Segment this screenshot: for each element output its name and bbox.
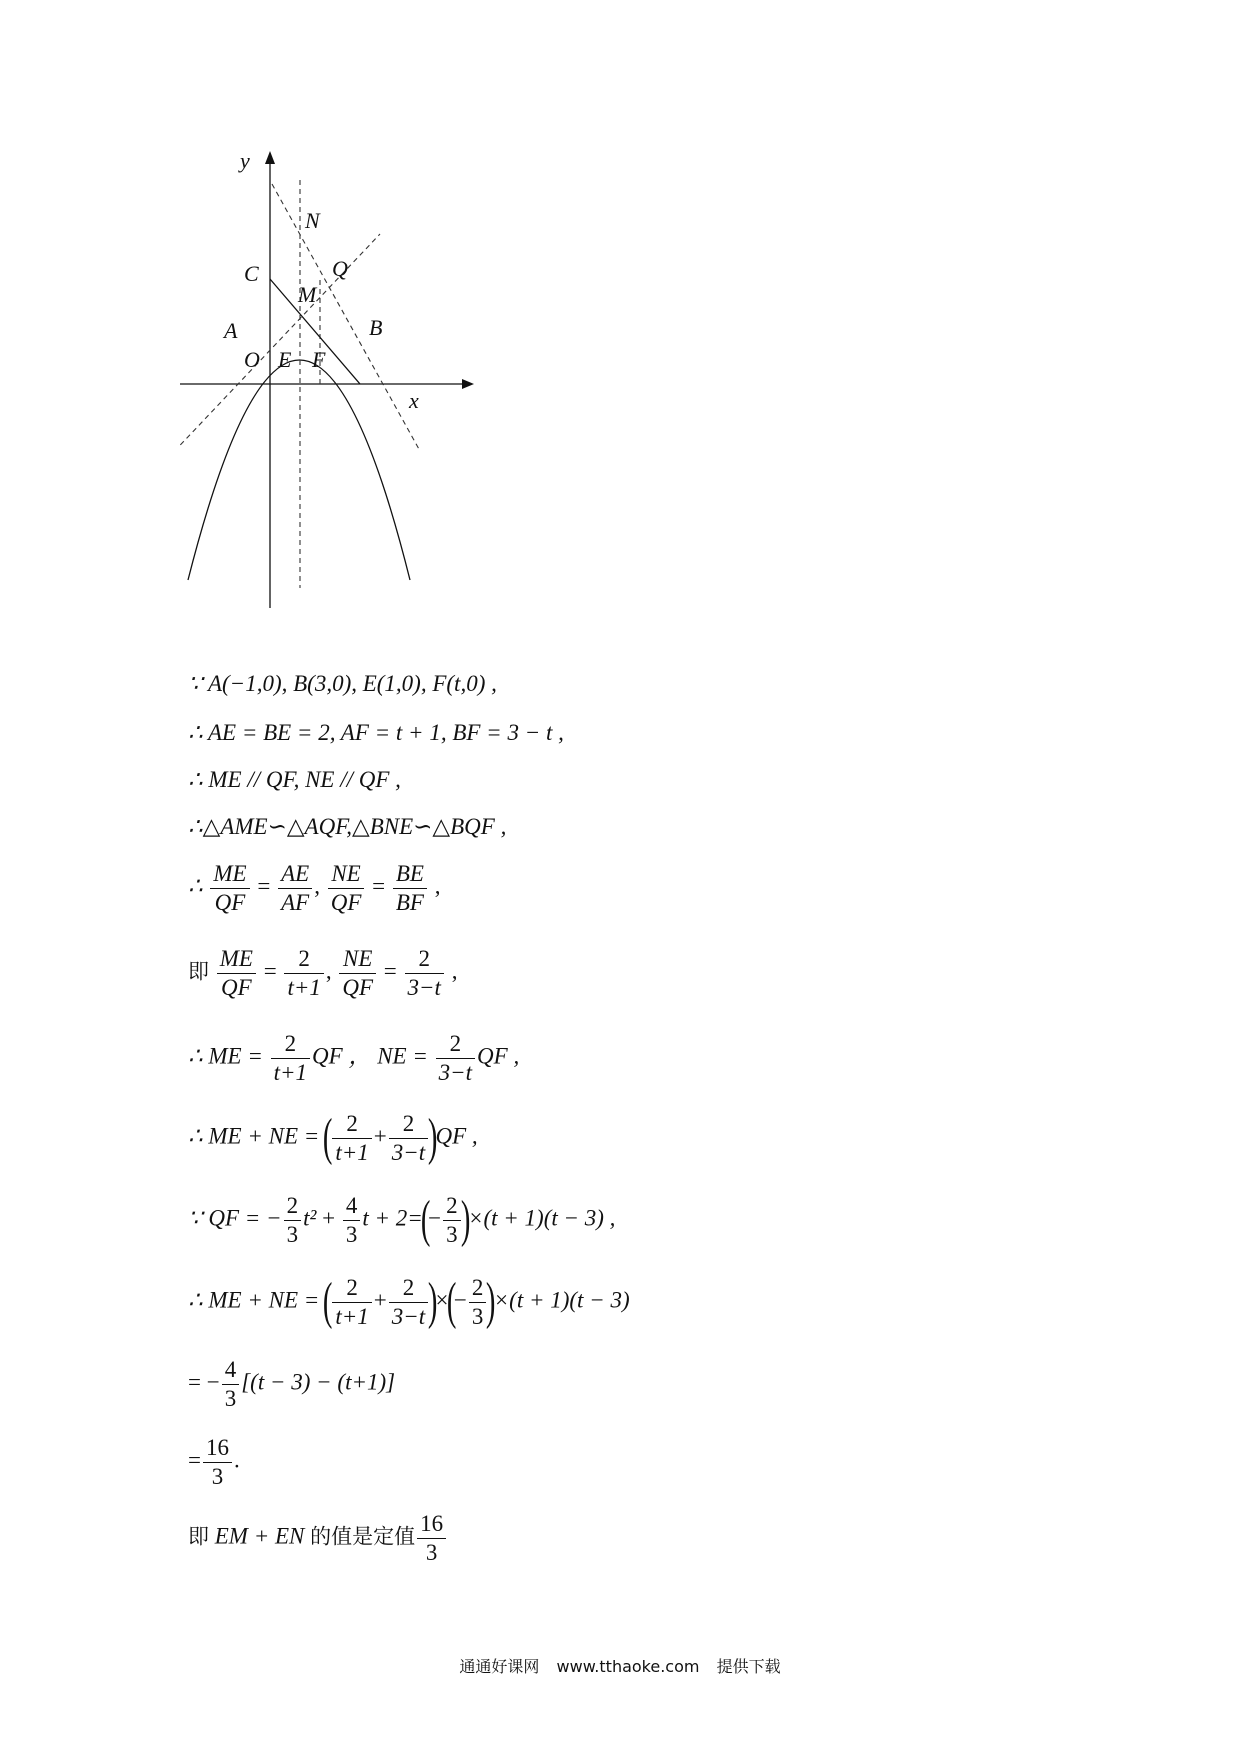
label-y: y <box>240 148 250 173</box>
left-paren: ( <box>322 1109 333 1167</box>
solution-line-11 <box>188 1356 395 1412</box>
solution-line-3 <box>188 768 401 791</box>
left-paren: ( <box>322 1273 333 1331</box>
fraction: $\frac{2}{3}$ <box>284 1192 302 1248</box>
fraction: $\frac{4}{3}$ <box>222 1356 240 1412</box>
fraction: $\frac{16}{3}$ <box>203 1434 232 1490</box>
fraction: $\frac{4}{3}$ <box>343 1192 361 1248</box>
fraction: $\frac{ME}{QF}$ <box>217 945 256 1001</box>
footer-site: 通通好课网 <box>459 1657 540 1676</box>
expr: QF ， NE = <box>312 1043 428 1069</box>
ji-word: 即 <box>188 1524 209 1549</box>
punctuation: , <box>451 958 458 984</box>
fraction: $\frac{16}{3}$ <box>417 1510 446 1566</box>
expr: ×(t + 1)(t − 3) , <box>467 1205 616 1231</box>
line-nqb <box>272 184 420 451</box>
label-n: N <box>305 208 320 233</box>
equals: = <box>257 873 271 899</box>
expr: ∴ ME + NE = <box>188 1123 320 1149</box>
label-a: A <box>224 318 238 343</box>
fraction: $\frac{ME}{QF}$ <box>210 860 249 916</box>
line-1-text: ∵ A(−1,0), B(3,0), E(1,0), F(t,0) , <box>188 671 497 696</box>
expr: = − <box>188 1369 220 1395</box>
solution-line-9 <box>188 1192 615 1248</box>
fraction: $\frac{2}{3-t}$ <box>389 1110 428 1166</box>
equals: = <box>188 1447 201 1473</box>
label-x: x <box>409 388 419 413</box>
label-f: F <box>312 347 326 372</box>
fraction: $\frac{2}{3-t}$ <box>389 1274 428 1330</box>
fraction: $\frac{2}{t+1}$ <box>332 1110 371 1166</box>
fraction: $\frac{2}{3}$ <box>469 1274 487 1330</box>
minus: − <box>428 1205 442 1231</box>
fraction: $\frac{NE}{QF}$ <box>328 860 365 916</box>
fraction: $\frac{2}{3}$ <box>443 1192 461 1248</box>
fraction: $\frac{NE}{QF}$ <box>339 945 376 1001</box>
label-m: M <box>298 282 317 307</box>
parabola-diagram <box>180 148 480 618</box>
label-c: C <box>244 261 259 286</box>
label-o: O <box>244 347 260 372</box>
plus: + <box>373 1123 387 1149</box>
parabola-curve <box>188 360 410 580</box>
fraction: $\frac{AE}{AF}$ <box>278 860 312 916</box>
solution-line-12 <box>188 1434 240 1490</box>
expr: ×(t + 1)(t − 3) <box>493 1287 630 1313</box>
line-aq <box>180 234 383 458</box>
punctuation: , <box>434 873 441 899</box>
fraction: $\frac{2}{3-t}$ <box>436 1030 475 1086</box>
fraction: $\frac{2}{t+1}$ <box>284 945 323 1001</box>
expr: EM + EN <box>214 1523 305 1549</box>
therefore-symbol: ∴ <box>188 873 203 899</box>
left-paren: ( <box>446 1273 456 1331</box>
solution-line-10 <box>188 1274 630 1330</box>
page-footer <box>0 1654 1240 1677</box>
fraction: $\frac{2}{t+1}$ <box>271 1030 310 1086</box>
solution-line-4 <box>188 815 506 838</box>
label-e: E <box>278 347 292 372</box>
expr: [(t − 3) − (t+1)] <box>241 1369 396 1395</box>
expr: ∴ ME + NE = <box>188 1287 320 1313</box>
minus: − <box>453 1287 467 1313</box>
equals: = <box>372 873 386 899</box>
y-axis-arrow <box>265 151 275 164</box>
plus: + <box>322 1205 336 1231</box>
times: × <box>435 1287 449 1313</box>
solution-line-7 <box>188 1030 519 1086</box>
line-2-text: ∴ AE = BE = 2, AF = t + 1, BF = 3 − t , <box>188 720 564 745</box>
expr: QF , <box>435 1123 478 1149</box>
conclusion-text: 的值是定值 <box>310 1524 416 1549</box>
right-paren: ) <box>428 1273 438 1331</box>
label-b: B <box>369 315 383 340</box>
right-paren: ) <box>486 1273 496 1331</box>
t-squared: t² <box>303 1205 317 1231</box>
plus: + <box>373 1287 387 1313</box>
solution-line-6 <box>188 945 457 1001</box>
separator: , <box>325 958 332 984</box>
footer-action: 提供下载 <box>716 1657 781 1676</box>
equals: = <box>263 958 277 984</box>
fraction: $\frac{BE}{BF}$ <box>393 860 427 916</box>
label-q: Q <box>332 256 348 281</box>
solution-line-1 <box>188 672 497 695</box>
line-4-text: ∴△AME∽△AQF,△BNE∽△BQF , <box>188 814 507 839</box>
line-3-text: ∴ ME // QF, NE // QF , <box>188 767 401 792</box>
solution-line-5 <box>188 860 440 916</box>
right-paren: ) <box>428 1109 438 1167</box>
expr: ∵ QF = − <box>188 1205 282 1231</box>
fraction: $\frac{2}{3-t}$ <box>405 945 444 1001</box>
solution-line-13 <box>188 1510 448 1566</box>
expr: t + 2= <box>362 1205 423 1231</box>
ji-word: 即 <box>188 959 209 984</box>
left-paren: ( <box>420 1191 431 1249</box>
right-paren: ) <box>460 1191 471 1249</box>
solution-line-2 <box>188 721 564 744</box>
footer-url[interactable]: www.tthaoke.com <box>556 1657 700 1676</box>
fraction: $\frac{2}{t+1}$ <box>332 1274 371 1330</box>
equals: = <box>383 958 397 984</box>
solution-line-8 <box>188 1110 478 1166</box>
separator: , <box>314 873 320 899</box>
expr: QF , <box>477 1043 520 1069</box>
x-axis-arrow <box>462 379 474 389</box>
expr: ∴ ME = <box>188 1043 263 1069</box>
period: . <box>233 1447 240 1473</box>
